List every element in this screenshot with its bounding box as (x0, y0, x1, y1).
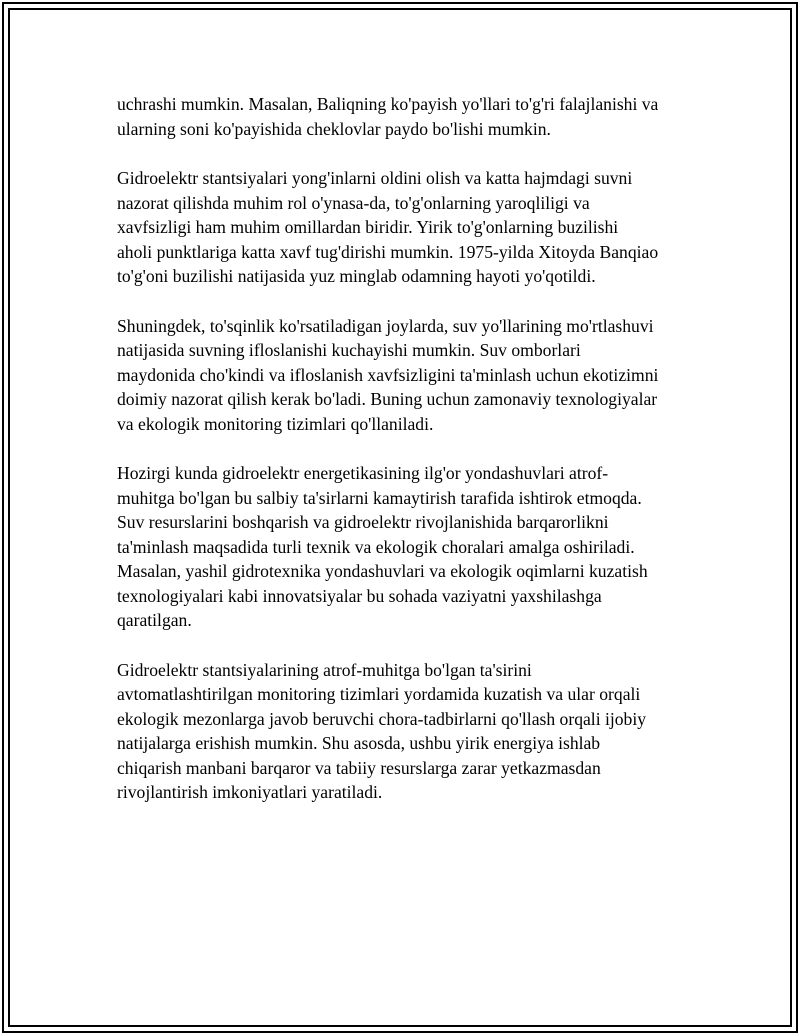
text-line: Masalan, yashil gidrotexnika yondashuvlari va ekologik oqimlarni kuzatish (117, 561, 648, 581)
document-body (117, 92, 687, 830)
text-line: Gidroelektr stantsiyalari yong'inlarni oldini olish va katta hajmdagi suvni (117, 168, 633, 188)
text-line: uchrashi mumkin. Masalan, Baliqning ko'payish yo'llari to'g'ri falajlanishi va (117, 94, 659, 114)
paragraph (117, 461, 687, 633)
text-line: ekologik mezonlarga javob beruvchi chora-tadbirlarni qo'llash orqali ijobiy (117, 708, 647, 729)
text-line: doimiy nazorat qilish kerak bo'ladi. Buning uchun zamonaviy texnologiyalar (117, 389, 658, 409)
paragraph (117, 314, 687, 437)
text-line: muhitga bo'lgan bu salbiy ta'sirlarni kamaytirish tarafida ishtirok etmoqda. (117, 487, 642, 508)
text-line: Suv resurslarini boshqarish va gidroelektr rivojlanishida barqarorlikni (117, 512, 609, 532)
text-line: qaratilgan. (117, 610, 192, 630)
paragraph (117, 166, 687, 289)
text-line: va ekologik monitoring tizimlari qo'llaniladi. (117, 413, 434, 434)
text-line: ularning soni ko'payishida cheklovlar paydo bo'lishi mumkin. (117, 118, 551, 139)
text-line: chiqarish manbani barqaror va tabiiy resurslarga zarar yetkazmasdan (117, 757, 601, 778)
paragraph (117, 658, 687, 805)
text-line: ta'minlash maqsadida turli texnik va ekologik choralari amalga oshiriladi. (117, 536, 635, 557)
text-line: avtomatlashtirilgan monitoring tizimlari yordamida kuzatish va ular orqali (117, 684, 641, 704)
text-line: natijasida suvning ifloslanishi kuchayishi mumkin. Suv omborlari (117, 340, 581, 360)
paragraph (117, 92, 687, 141)
text-line: Gidroelektr stantsiyalarining atrof-muhitga bo'lgan ta'sirini (117, 659, 532, 680)
text-line: Shuningdek, to'sqinlik ko'rsatiladigan joylarda, suv yo'llarining mo'rtlashuvi (117, 315, 654, 336)
text-line: texnologiyalari kabi innovatsiyalar bu sohada vaziyatni yaxshilashga (117, 585, 602, 606)
text-line: nazorat qilishda muhim rol o'ynasa-da, to'g'onlarning yaroqliligi va (117, 192, 590, 213)
text-line: xavfsizligi ham muhim omillardan biridir. Yirik to'g'onlarning buzilishi (117, 217, 619, 237)
text-line: Hozirgi kunda gidroelektr energetikasining ilg'or yondashuvlari atrof- (117, 463, 609, 483)
text-line: rivojlantirish imkoniyatlari yaratiladi. (117, 782, 383, 802)
text-line: natijalarga erishish mumkin. Shu asosda, ushbu yirik energiya ishlab (117, 733, 601, 753)
text-line: to'g'oni buzilishi natijasida yuz minglab odamning hayoti yo'qotildi. (117, 266, 596, 286)
text-line: maydonida cho'kindi va ifloslanish xavfsizligini ta'minlash uchun ekotizimni (117, 364, 659, 385)
text-line: aholi punktlariga katta xavf tug'dirishi mumkin. 1975-yilda Xitoyda Banqiao (117, 241, 659, 262)
